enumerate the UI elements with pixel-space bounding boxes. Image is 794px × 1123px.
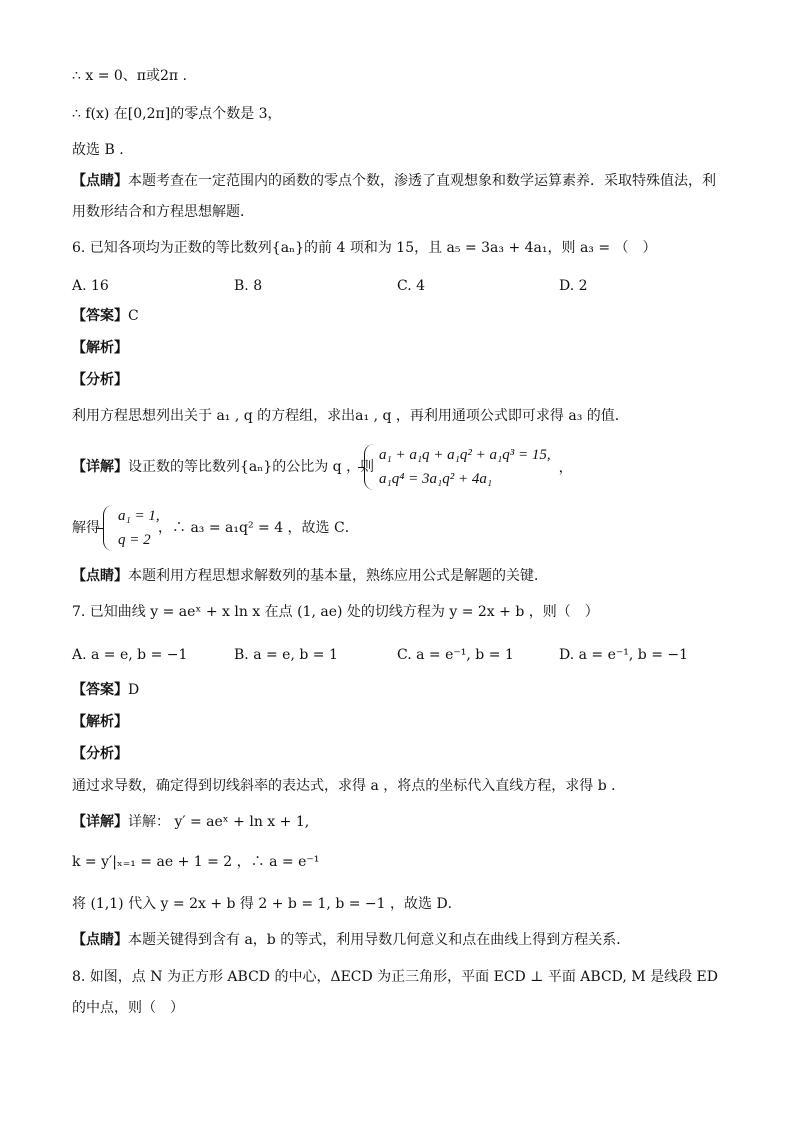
remark-text: 本题关键得到含有 a，b 的等式，利用导数几何意义和点在曲线上得到方程关系． [128, 932, 631, 948]
detail-text: 设正数的等比数列{aₙ}的公比为 q ，则 [128, 459, 375, 475]
line-zeros: ∴ x = 0、π或2π . [72, 68, 188, 84]
q6-solution-system [103, 505, 160, 551]
q6-option-c: C. 4 [397, 278, 426, 294]
remark-tag: 【点睛】 [72, 173, 128, 189]
q7-analysis-heading: 【解析】 [72, 714, 128, 730]
q6-remark [72, 566, 548, 586]
q6-option-b: B. 8 [234, 278, 263, 294]
q6-option-d: D. 2 [559, 278, 588, 294]
brace [103, 505, 114, 551]
q7-option-b: B. a = e, b = 1 [234, 647, 338, 663]
answer-tag: 【答案】 [72, 682, 128, 698]
remark-text: 本题考查在一定范围内的函数的零点个数，渗透了直观想象和数学运算素养．采取特殊值法，利用数形结合和方程思想解题． [72, 173, 716, 220]
q6-option-a: A. 16 [72, 278, 109, 294]
q6-answer [72, 306, 139, 326]
q7-detail-2: k = y′|ₓ₌₁ = ae + 1 = 2 ，∴ a = e⁻¹ [72, 854, 320, 870]
answer-value: C [128, 308, 139, 324]
remark-tag: 【点睛】 [72, 568, 128, 584]
q7-option-a: A. a = e, b = −1 [72, 647, 188, 663]
answer-value: D [128, 682, 140, 698]
remark-text: 本题利用方程思想求解数列的基本量，熟练应用公式是解题的关键． [128, 568, 548, 584]
line-zero-count: ∴ f(x) 在[0,2π]的零点个数是 3， [72, 106, 282, 122]
remark-tag: 【点睛】 [72, 932, 128, 948]
q7-remark [72, 930, 630, 950]
equation-row-2: a₁q⁴ = 3a₁q² + 4a₁ [379, 471, 493, 487]
q7-detail-3: 将 (1,1) 代入 y = 2x + b 得 2 + b = 1, b = −1 ，故选 D． [72, 896, 462, 912]
q6-equation-system [364, 444, 573, 490]
q6-breakdown-heading: 【分析】 [72, 372, 128, 388]
q7-detail-1 [72, 812, 309, 832]
q6-analysis-heading: 【解析】 [72, 340, 128, 356]
line-choose-b: 故选 B . [72, 142, 124, 158]
question-8: 8. 如图，点 N 为正方形 ABCD 的中心，ΔECD 为正三角形，平面 ECD ⊥ 平面 ABCD, M 是线段 ED 的中点，则（ ） [72, 969, 718, 1016]
brace [364, 444, 375, 490]
q6-solve-prefix: 解得 [72, 520, 100, 536]
detail-text: 详解： y′ = aeˣ + ln x + 1, [128, 814, 310, 830]
solution-row-1: a₁ = 1, [118, 508, 160, 524]
equation-tail: ， [558, 460, 573, 476]
q6-detail [72, 457, 374, 477]
q6-breakdown: 利用方程思想列出关于 a₁ , q 的方程组，求出a₁ , q ，再利用通项公式即可求得 a₃ 的值． [72, 408, 629, 424]
q6-solve-result: ，∴ a₃ = a₁q² = 4 ，故选 C． [158, 520, 359, 536]
equation-row-1: a₁ + a₁q + a₁q² + a₁q³ = 15, [379, 447, 551, 463]
detail-tag: 【详解】 [72, 814, 128, 830]
answer-tag: 【答案】 [72, 308, 128, 324]
remark-q5 [72, 166, 722, 228]
question-7: 7. 已知曲线 y = aeˣ + x ln x 在点 (1, ae) 处的切线方程为 y = 2x + b ，则（ ） [72, 604, 599, 620]
question-6: 6. 已知各项均为正数的等比数列{aₙ}的前 4 项和为 15，且 a₅ = 3a₃ + 4a₁，则 a₃ = （ ） [72, 240, 657, 256]
q7-answer [72, 680, 139, 700]
q7-breakdown: 通过求导数，确定得到切线斜率的表达式，求得 a ，将点的坐标代入直线方程，求得 b ． [72, 778, 626, 794]
q7-breakdown-heading: 【分析】 [72, 746, 128, 762]
solution-row-2: q = 2 [118, 532, 151, 548]
q7-option-c: C. a = e⁻¹, b = 1 [397, 647, 514, 663]
q7-option-d: D. a = e⁻¹, b = −1 [559, 647, 689, 663]
detail-tag: 【详解】 [72, 459, 128, 475]
